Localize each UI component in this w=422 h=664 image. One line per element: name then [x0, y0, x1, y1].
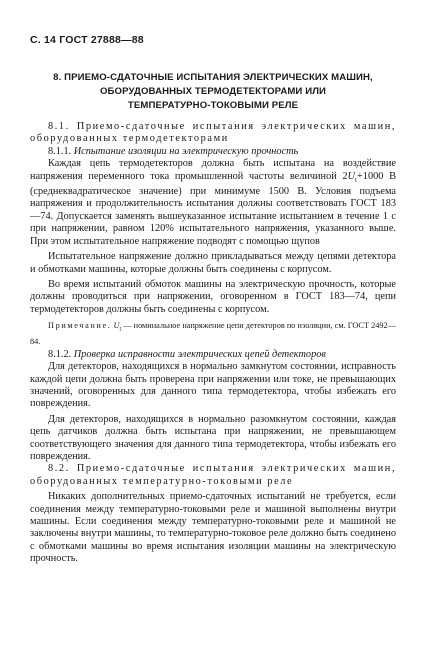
- note-voltage-symbol: U: [113, 321, 120, 331]
- paragraph-winding-test: Во время испытаний обмоток машины на электрическую прочность, которые должны проводиться при напряжении, оговоренном в ГОСТ 183—74, цепи термодетекторов должны быть соединены с корпусом.: [30, 278, 396, 315]
- clause-8-2: 8.2. Приемо-сдаточные испытания электрических машин, оборудованных температурно-токовыми реле: [30, 463, 396, 487]
- clause-8-1-1-text-b: +1000 В (среднеквадратическое значение) при минимуме 1500 В. Условия подъема напряжения и продолжительность испытания должны соответствовать ГОСТ 183—74. Допускается заменять вышеуказанное испытание испытанием в течение 1 с при напряжении, равном 120% испытательного напряжения, указанного выше. При этом испытательное напряжение подводят с помощью щупов: [30, 170, 396, 247]
- section-title: [30, 71, 396, 113]
- paragraph-final: Никаких дополнительных приемо-сдаточных испытаний не требуется, если соединения между температурно-токовыми реле и машиной выполнены внутри машины. Если соединения между температурно-токовыми реле и машиной не заключены внутри машины, то температурно-токовое реле должно быть соединено с обмотками машины во время испытания изоляции машины на электрическую прочность.: [30, 491, 396, 565]
- clause-8-1-2-heading: [30, 349, 396, 361]
- clause-8-1-1-heading: [30, 146, 396, 158]
- clause-8-1-2-title: Проверка исправности электрических цепей детекторов: [73, 348, 326, 360]
- paragraph-normally-open: Для детекторов, находящихся в нормально разомкнутом состоянии, каждая цепь датчиков должна быть испытана при напряжении, не превышающем соответствующего значения для данного типа термодетектора, чтобы избежать его повреждения.: [30, 413, 396, 463]
- note: [30, 320, 396, 347]
- section-title-line-3: ТЕМПЕРАТУРНО-ТОКОВЫМИ РЕЛЕ: [127, 100, 299, 111]
- page-header: С. 14 ГОСТ 27888—88: [30, 34, 144, 46]
- note-text: — номинальное напряжение цепи детекторов по изоляции, см. ГОСТ 2492—84.: [30, 321, 396, 346]
- clause-8-1: 8.1. Приемо-сдаточные испытания электрических машин, оборудованных термодетекторами: [30, 121, 396, 145]
- voltage-symbol: U: [347, 170, 356, 182]
- clause-8-1-1-text: [30, 158, 396, 248]
- note-label: Примечание.: [48, 321, 112, 331]
- section-title-line-2: ОБОРУДОВАННЫХ ТЕРМОДЕТЕКТОРАМИ ИЛИ: [99, 86, 327, 97]
- clause-8-1-1-number: 8.1.1.: [48, 145, 72, 157]
- clause-8-1-1-title: Испытание изоляции на электрическую прочность: [73, 145, 299, 157]
- voltage-subscript: t: [355, 175, 357, 184]
- paragraph-normally-closed: Для детекторов, находящихся в нормально замкнутом состоянии, исправность каждой цепи должна быть проверена при напряжении или токе, не превышающих значений, оговоренных для данного типа термодетектора, чтобы избежать его повреждения.: [30, 361, 396, 410]
- note-voltage-subscript: t: [119, 326, 122, 333]
- paragraph-connection: Испытательное напряжение должно прикладываться между цепями детектора и обмотками машины, которые должны быть соединены с корпусом.: [30, 251, 396, 275]
- clause-8-1-2-number: 8.1.2.: [48, 348, 72, 360]
- section-title-line-1: 8. ПРИЕМО-СДАТОЧНЫЕ ИСПЫТАНИЯ ЭЛЕКТРИЧЕСКИХ МАШИН,: [53, 72, 373, 83]
- clause-8-1-1-text-a: Каждая цепь термодетекторов должна быть испытана на воздействие напряжения переменного тока промышленной частоты величиной 2: [30, 158, 396, 182]
